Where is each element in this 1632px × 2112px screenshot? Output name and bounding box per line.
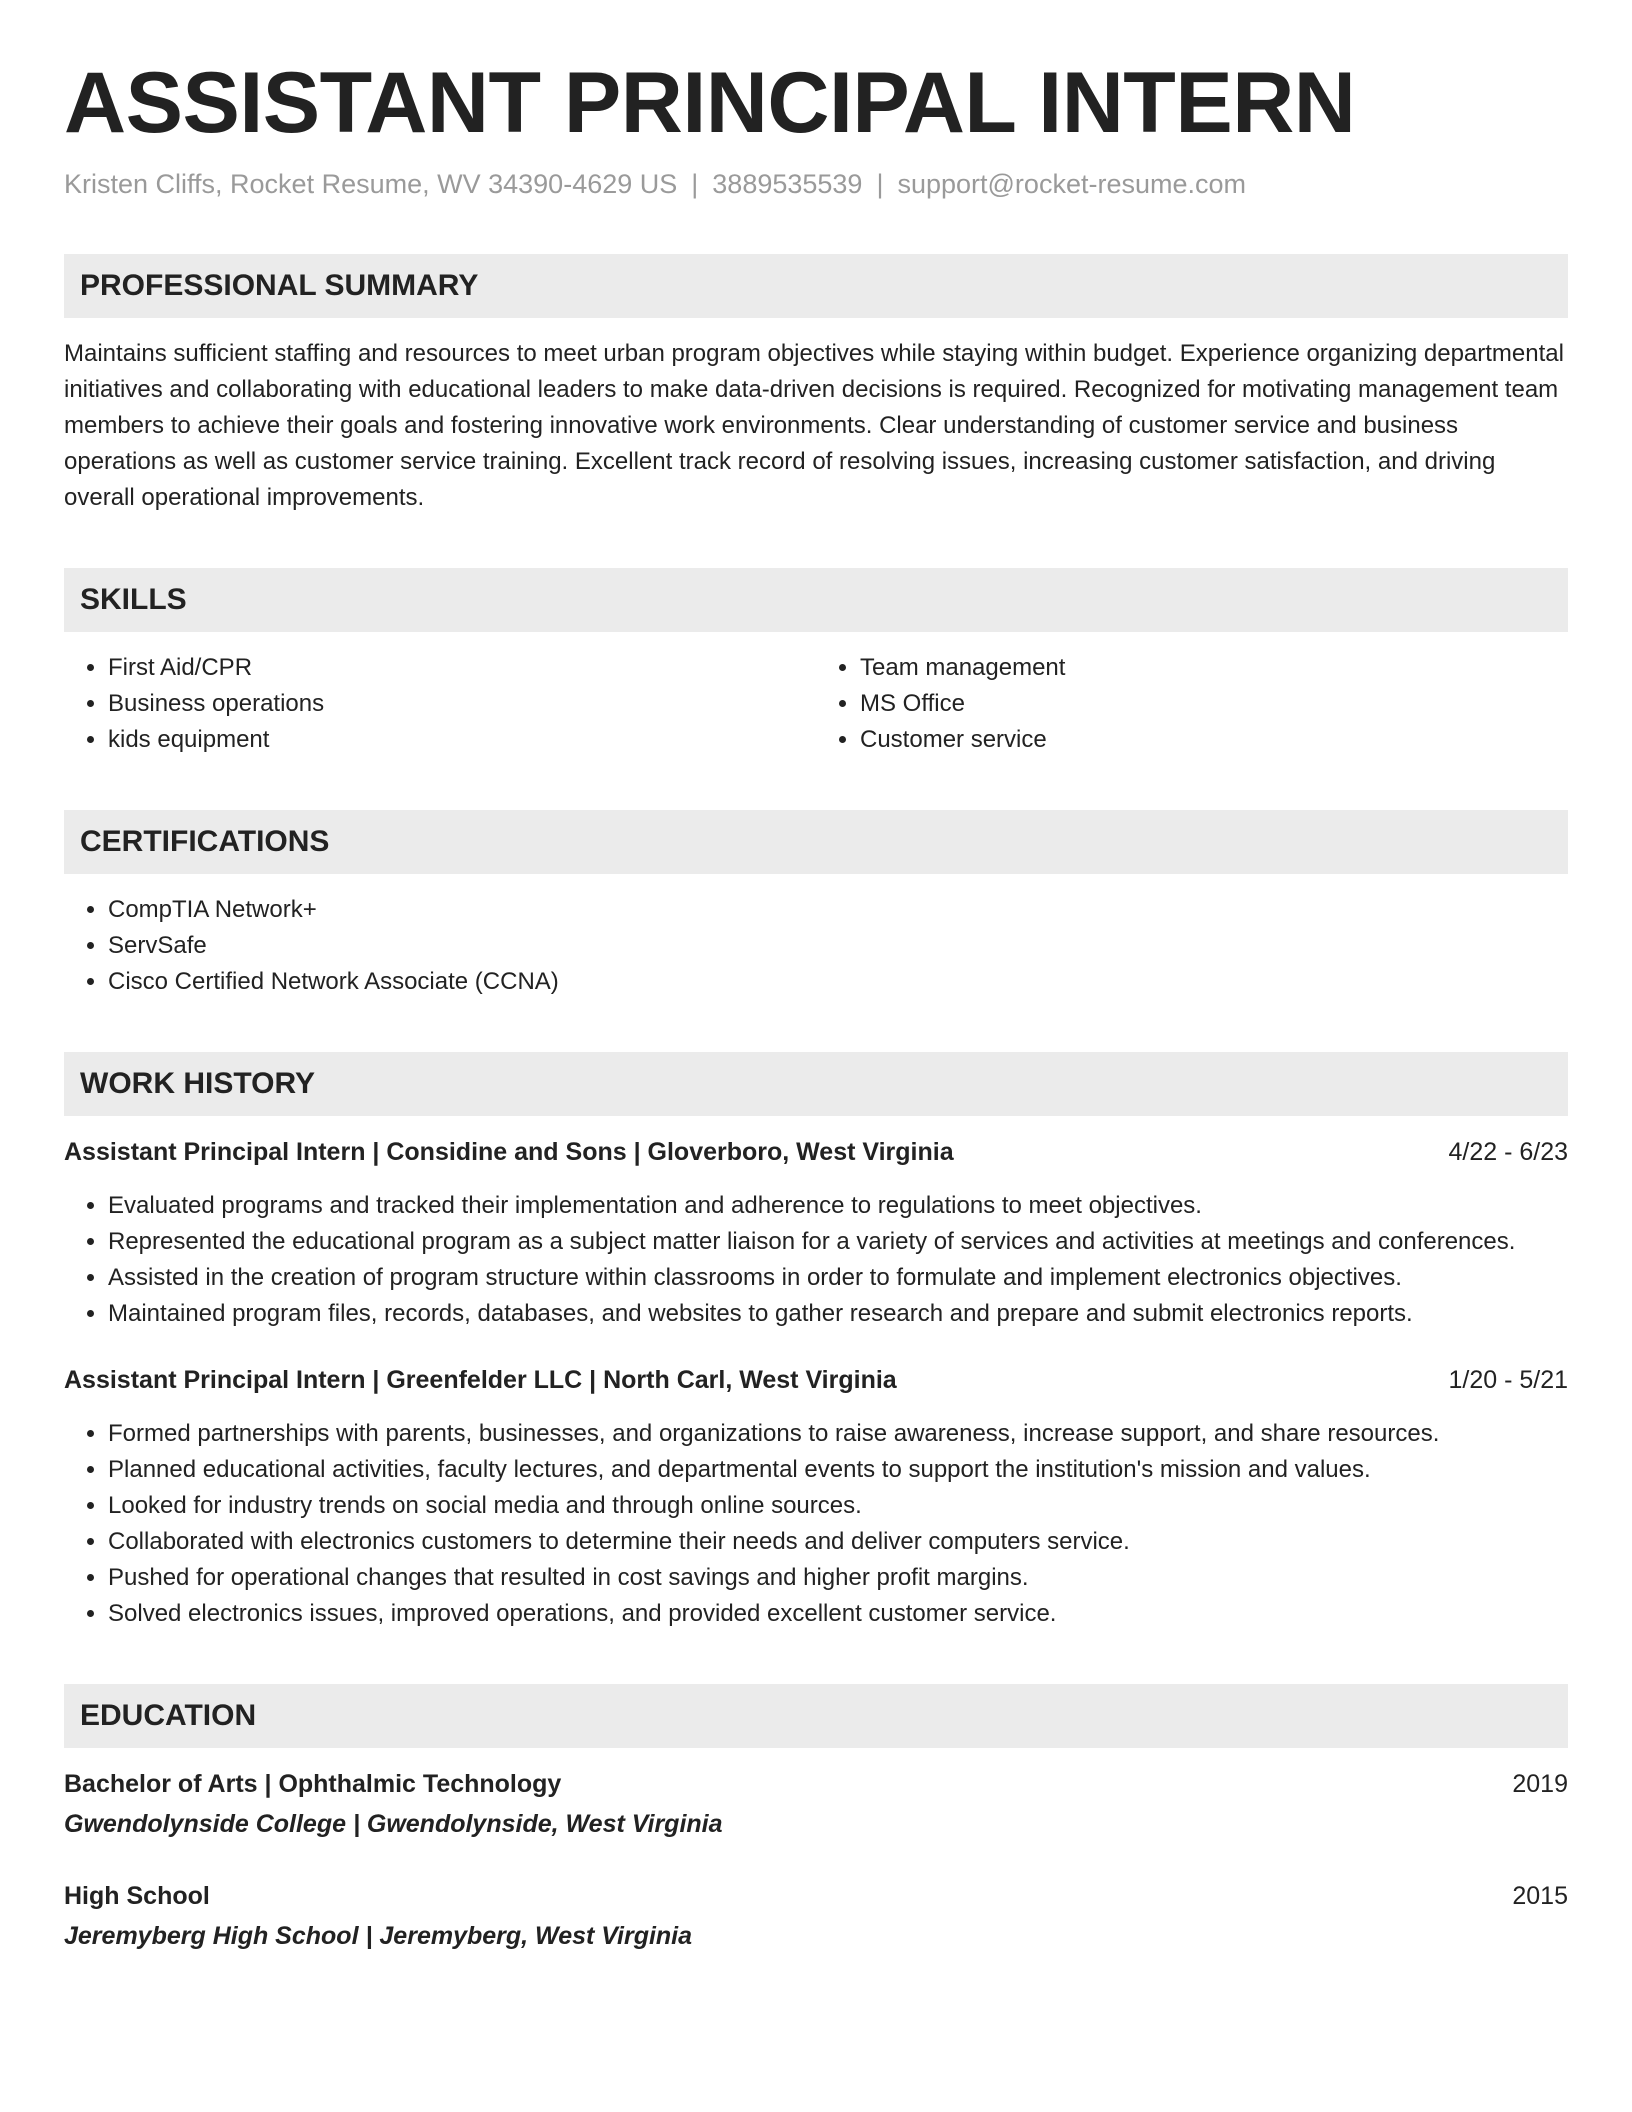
skill-item: • kids equipment [108,722,816,758]
contact-email: support@rocket-resume.com [897,168,1246,199]
education-heading [64,1878,1568,1914]
skill-item: • Customer service [860,722,1568,758]
job-bullet: • Planned educational activities, faculty lectures, and departmental events to support the institution's mission and values. [108,1452,1568,1488]
section-heading-skills: SKILLS [64,568,1568,632]
job-bullet: • Formed partnerships with parents, businesses, and organizations to raise awareness, increase support, and share resources. [108,1416,1568,1452]
section-heading-summary: PROFESSIONAL SUMMARY [64,254,1568,318]
job-bullet: • Looked for industry trends on social media and through online sources. [108,1488,1568,1524]
section-heading-education: EDUCATION [64,1684,1568,1748]
job-title: Assistant Principal Intern | Considine and Sons | Gloverboro, West Virginia [64,1137,954,1166]
job-bullet: • Maintained program files, records, databases, and websites to gather research and prepare and submit electronics reports. [108,1296,1568,1332]
job-bullets [64,1188,1568,1332]
education-school: Gwendolynside College | Gwendolynside, West Virginia [64,1809,723,1838]
certifications-list [64,892,1568,1000]
section-heading-certifications: CERTIFICATIONS [64,810,1568,874]
candidate-title: ASSISTANT PRINCIPAL INTERN [64,55,1356,151]
education-school: Jeremyberg High School | Jeremyberg, West Virginia [64,1921,693,1950]
education-degree: High School [64,1881,210,1910]
job-bullet: • Pushed for operational changes that resulted in cost savings and higher profit margins. [108,1560,1568,1596]
skills-column-right [816,650,1568,758]
contact-address: Kristen Cliffs, Rocket Resume, WV 34390-4629 US [64,168,678,199]
education-year: 2015 [1512,1881,1568,1910]
skills-list [64,650,1568,758]
job-bullet: • Collaborated with electronics customers to determine their needs and deliver computers service. [108,1524,1568,1560]
job-bullet: • Represented the educational program as a subject matter liaison for a variety of services and activities at meetings and conferences. [108,1224,1568,1260]
job-title: Assistant Principal Intern | Greenfelder LLC | North Carl, West Virginia [64,1365,897,1394]
certification-item: • ServSafe [108,928,1568,964]
summary-text: Maintains sufficient staffing and resources to meet urban program objectives while staying within budget. Experience organizing departmental initiatives and collaborating with educational leaders to make data-driven decisions is required. Recognized for motivating management team members to achieve their goals and fostering innovative work environments. Clear understanding of customer service and business operations as well as customer service training. Excellent track record of resolving issues, increasing customer satisfaction, and driving overall operational improvements. [64,339,1564,511]
job-bullet: • Evaluated programs and tracked their implementation and adherence to regulations to meet objectives. [108,1188,1568,1224]
contact-phone: 3889535539 [712,168,863,199]
contact-line [64,167,1568,202]
skill-item: • MS Office [860,686,1568,722]
section-heading-work-history: WORK HISTORY [64,1052,1568,1116]
job-heading [64,1362,1568,1398]
certification-item: • CompTIA Network+ [108,892,1568,928]
job-bullet: • Assisted in the creation of program structure within classrooms in order to formulate and implement electronics objectives. [108,1260,1568,1296]
education-heading [64,1766,1568,1802]
education-degree: Bachelor of Arts | Ophthalmic Technology [64,1769,562,1798]
job-bullet: • Solved electronics issues, improved operations, and provided excellent customer service. [108,1596,1568,1632]
certification-item: • Cisco Certified Network Associate (CCNA) [108,964,1568,1000]
skill-item: • Business operations [108,686,816,722]
job-dates: 1/20 - 5/21 [1448,1365,1568,1394]
contact-separator: | [691,168,699,199]
skill-item: • Team management [860,650,1568,686]
skills-column-left [64,650,816,758]
contact-separator: | [876,168,884,199]
job-heading [64,1134,1568,1170]
skill-item: • First Aid/CPR [108,650,816,686]
job-dates: 4/22 - 6/23 [1448,1137,1568,1166]
job-bullets [64,1416,1568,1632]
education-year: 2019 [1512,1769,1568,1798]
